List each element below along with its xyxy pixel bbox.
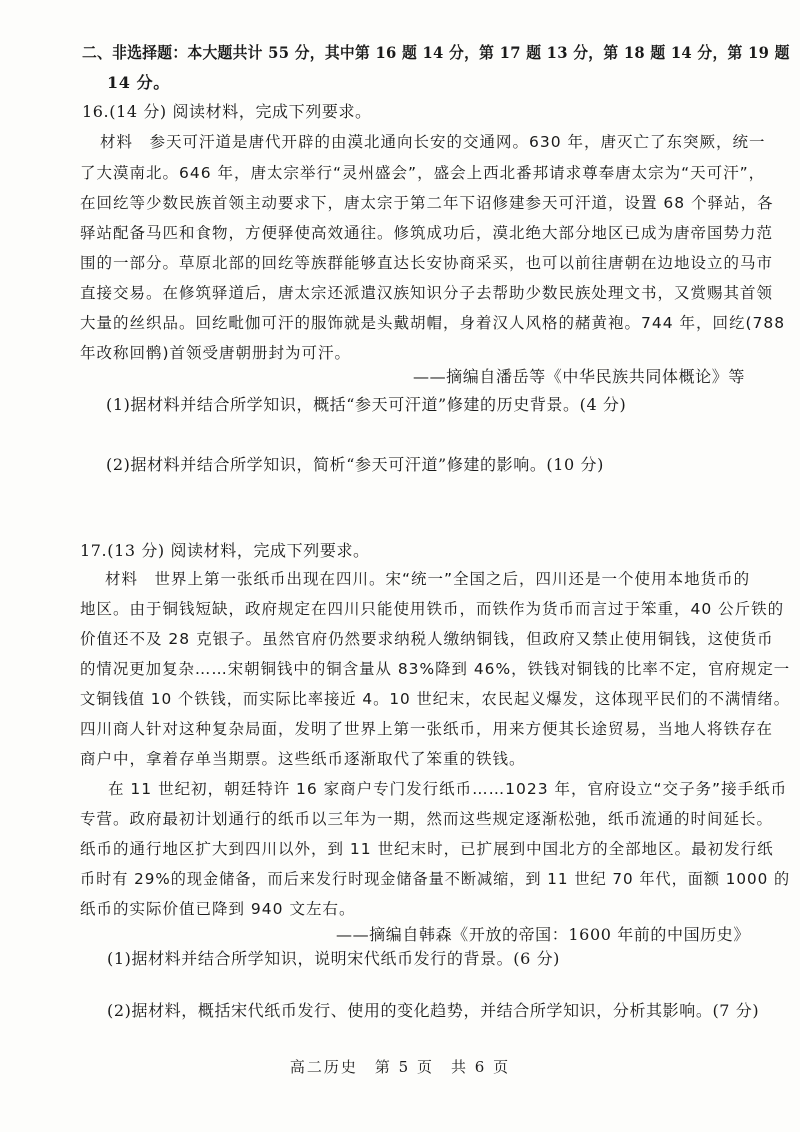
q17-material-line: 材料 世界上第一张纸币出现在四川。宋“统一”全国之后，四川还是一个使用本地货币的 <box>105 570 751 588</box>
q16-material-line: 围的一部分。草原北部的回纥等族群能够直达长安协商采买，也可以前往唐朝在边地设立的马市 <box>80 254 774 272</box>
section-heading: 二、非选择题：本大题共计 55 分，其中第 16 题 14 分，第 17 题 13 分，第 18 题 14 分，第 19 题 <box>82 43 790 62</box>
q17-material-line: 价值还不及 28 克银子。虽然官府仍然要求纳税人缴纳铜钱，但政府又禁止使用铜钱，这使货币 <box>80 630 774 648</box>
q17-material-line: 专营。政府最初计划通行的纸币以三年为一期，然而这些规定逐渐松弛，纸币流通的时间延长。 <box>80 810 774 828</box>
q16-material-line: 了大漠南北。646 年，唐太宗举行“灵州盛会”，盛会上西北番邦请求尊奉唐太宗为“天可汗”， <box>80 164 766 182</box>
page-footer: 高二历史 第 5 页 共 6 页 <box>289 1058 511 1076</box>
q16-material-line: 直接交易。在修筑驿道后，唐太宗还派遣汉族知识分子去帮助少数民族处理文书，又赏赐其首领 <box>80 284 774 302</box>
q17-material-line: 币时有 29%的现金储备，而后来发行时现金储备量不断减缩，到 11 世纪 70 年代，面额 1000 的 <box>80 870 791 888</box>
q17-subquestion-1: (1)据材料并结合所学知识，说明宋代纸币发行的背景。(6 分) <box>107 949 561 968</box>
q16-subquestion-2: (2)据材料并结合所学知识，简析“参天可汗道”修建的影响。(10 分) <box>106 455 604 474</box>
q16-material-line: 驿站配备马匹和食物，方便驿使高效通往。修筑成功后，漠北绝大部分地区已成为唐帝国势力范 <box>80 224 774 242</box>
q16-material-line: 在回纥等少数民族首领主动要求下，唐太宗于第二年下诏修建参天可汗道，设置 68 个驿站，各 <box>80 194 774 212</box>
q17-subquestion-2: (2)据材料，概括宋代纸币发行、使用的变化趋势，并结合所学知识，分析其影响。(7 分) <box>107 1001 760 1020</box>
q16-material-line: 大量的丝织品。回纥毗伽可汗的服饰就是头戴胡帽，身着汉人风格的赭黄袍。744 年，回纥(788 <box>80 314 786 332</box>
section-heading-cont: 14 分。 <box>107 73 170 92</box>
q17-material-line: 地区。由于铜钱短缺，政府规定在四川只能使用铁币，而铁作为货币而言过于笨重，40 公斤铁的 <box>80 600 785 618</box>
q16-material-line: 材料 参天可汗道是唐代开辟的由漠北通向长安的交通网。630 年，唐灭亡了东突厥，统一 <box>100 133 766 151</box>
q16-header: 16.(14 分) 阅读材料，完成下列要求。 <box>82 102 372 121</box>
q16-subquestion-1: (1)据材料并结合所学知识，概括“参天可汗道”修建的历史背景。(4 分) <box>106 395 627 414</box>
q16-material-line: 年改称回鹘)首领受唐朝册封为可汗。 <box>80 344 352 362</box>
q17-source: ——摘编自韩森《开放的帝国：1600 年前的中国历史》 <box>335 925 750 944</box>
q17-header: 17.(13 分) 阅读材料，完成下列要求。 <box>80 541 370 560</box>
q17-material-line: 的情况更加复杂……宋朝铜钱中的铜含量从 83%降到 46%，铁钱对铜钱的比率不定，官府规定一 <box>80 660 791 678</box>
q17-material-line: 在 11 世纪初，朝廷特许 16 家商户专门发行纸币……1023 年，官府设立“交子务”接手纸币 <box>108 780 788 798</box>
q17-material-line: 纸币的实际价值已降到 940 文左右。 <box>80 900 356 918</box>
q17-material-line: 四川商人针对这种复杂局面，发明了世界上第一张纸币，用来方便其长途贸易，当地人将铁存在 <box>80 720 774 738</box>
q17-material-line: 商户中，拿着存单当期票。这些纸币逐渐取代了笨重的铁钱。 <box>80 750 526 768</box>
q17-material-line: 纸币的通行地区扩大到四川以外，到 11 世纪末时，已扩展到中国北方的全部地区。最初发行纸 <box>80 840 774 858</box>
q17-material-line: 文铜钱值 10 个铁钱，而实际比率接近 4。10 世纪末，农民起义爆发，这体现平民们的不满情绪。 <box>80 690 790 708</box>
q16-source: ——摘编自潘岳等《中华民族共同体概论》等 <box>412 367 745 386</box>
